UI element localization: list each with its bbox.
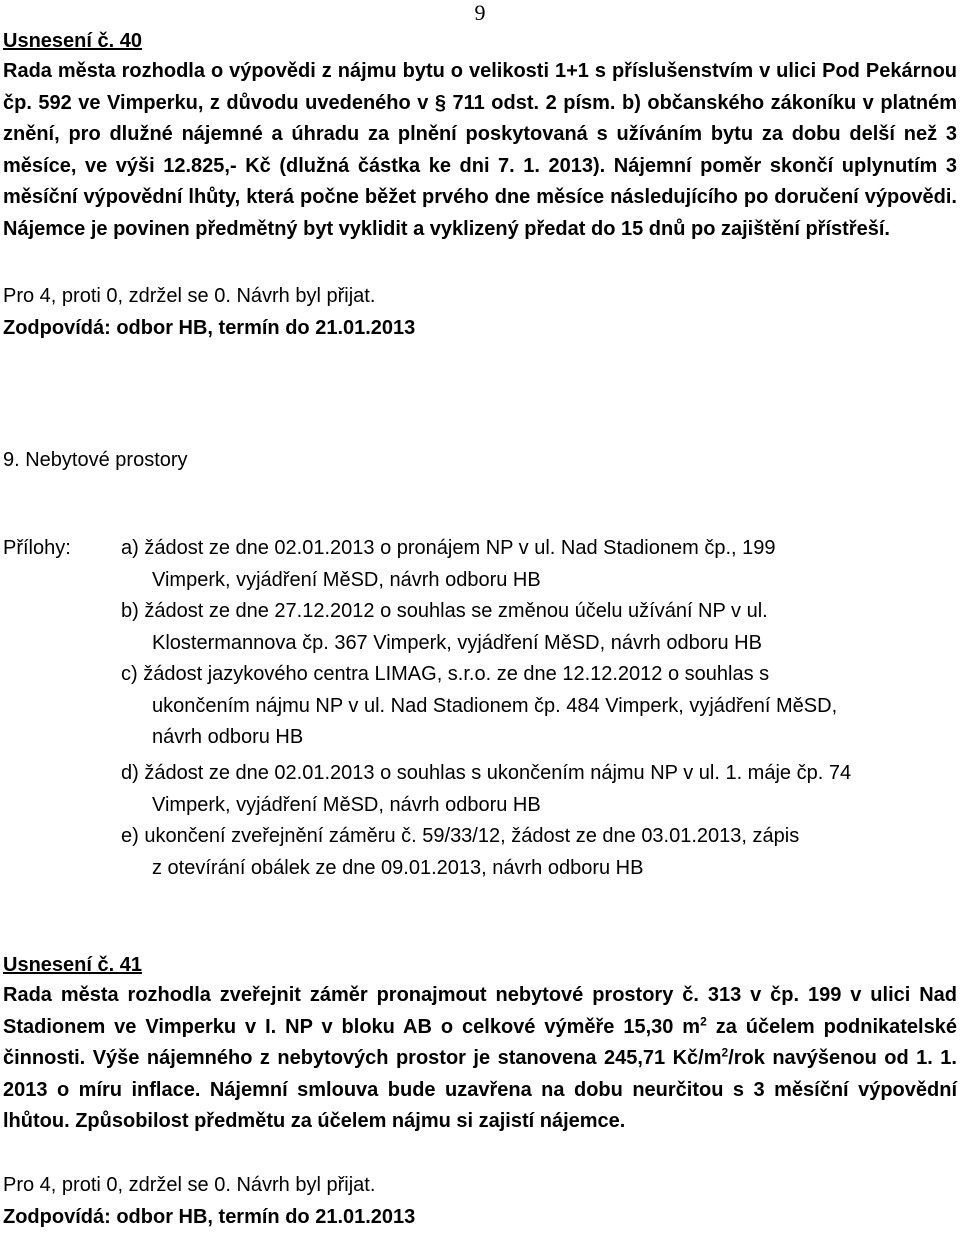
resolution-text: Rada města rozhodla o výpovědi z nájmu bytu o velikosti 1+1 s příslušenstvím v ulici Pod Pekárnou čp. 592 ve Vimperku, z důvodu uvedeného v § 711 odst. 2 písm. b) občanského zákoníku v platném znění, pro dlužné nájemné a úhradu za plnění poskytovaná s užíváním bytu za dobu delší než 3 měsíce, ve výši 12.825,- Kč (dlužná částka ke dni 7. 1. 2013). Nájemní poměr skončí uplynutím 3 měsíční výpovědní lhůty, která počne běžet prvého dne měsíce následujícího po doručení výpovědi. Nájemce je povinen předmětný byt vyklidit a vyklizený předat do 15 dnů po zajištění přístřeší. <box>3 60 957 240</box>
attachment-line: návrh odboru HB <box>152 726 304 748</box>
resolution-title: Usnesení č. 40 <box>3 30 142 52</box>
resolution-41 <box>3 950 957 1138</box>
attachment-line: Vimperk, vyjádření MěSD, návrh odboru HB <box>152 569 541 591</box>
vote-result: Pro 4, proti 0, zdržel se 0. Návrh byl přijat. <box>3 1174 376 1196</box>
attachment-line: ukončením nájmu NP v ul. Nad Stadionem čp. 484 Vimperk, vyjádření MěSD, <box>152 695 838 717</box>
resolution-text-part: /rok navýšenou od 1. 1. 2013 o míru inflace. Nájemní smlouva bude uzavřena na dobu neurčitou s 3 měsíční výpovědní lhůtou. Způsobilost předmětu za účelem nájmu si zajistí nájemce. <box>3 1047 957 1132</box>
responsibility: Zodpovídá: odbor HB, termín do 21.01.2013 <box>3 1205 416 1228</box>
attachment-line: c) žádost jazykového centra LIMAG, s.r.o. ze dne 12.12.2012 o souhlas s <box>121 663 770 685</box>
attachments-label: Přílohy: <box>3 537 71 559</box>
responsibility: Zodpovídá: odbor HB, termín do 21.01.2013 <box>3 316 416 339</box>
section-heading <box>3 445 957 475</box>
vote-result: Pro 4, proti 0, zdržel se 0. Návrh byl přijat. <box>3 285 376 307</box>
resolution-text-part: Rada města rozhodla zveřejnit záměr pronajmout nebytové prostory č. 313 v čp. 199 v ulici Nad Stadionem ve Vimperku v I. NP v bloku AB o celkové výměře 15,30 m <box>3 984 957 1038</box>
resolution-text <box>3 980 957 1138</box>
attachment-line: z otevírání obálek ze dne 09.01.2013, návrh odboru HB <box>152 857 644 879</box>
resolution-text-part: za účelem podnikatelské činnosti. Výše nájemného z nebytových prostor je stanovena 245,71 Kč/m <box>3 1015 957 1069</box>
page-number: 9 <box>474 0 486 25</box>
resolution-41-vote-block <box>3 1170 957 1233</box>
attachment-line: d) žádost ze dne 02.01.2013 o souhlas s ukončením nájmu NP v ul. 1. máje čp. 74 <box>121 762 852 784</box>
attachment-line: a) žádost ze dne 02.01.2013 o pronájem NP v ul. Nad Stadionem čp., 199 <box>121 537 776 559</box>
attachment-line: b) žádost ze dne 27.12.2012 o souhlas se změnou účelu užívání NP v ul. <box>121 600 768 622</box>
superscript: 2 <box>700 1013 707 1028</box>
resolution-title: Usnesení č. 41 <box>3 954 142 976</box>
attachment-line: Vimperk, vyjádření MěSD, návrh odboru HB <box>152 794 541 816</box>
resolution-40 <box>3 26 957 245</box>
resolution-40-vote-block <box>3 281 957 344</box>
attachment-line: e) ukončení zveřejnění záměru č. 59/33/12, žádost ze dne 03.01.2013, zápis <box>121 825 800 847</box>
section-title: 9. Nebytové prostory <box>3 449 188 471</box>
superscript: 2 <box>721 1045 729 1060</box>
attachment-line: Klostermannova čp. 367 Vimperk, vyjádření MěSD, návrh odboru HB <box>152 632 762 654</box>
